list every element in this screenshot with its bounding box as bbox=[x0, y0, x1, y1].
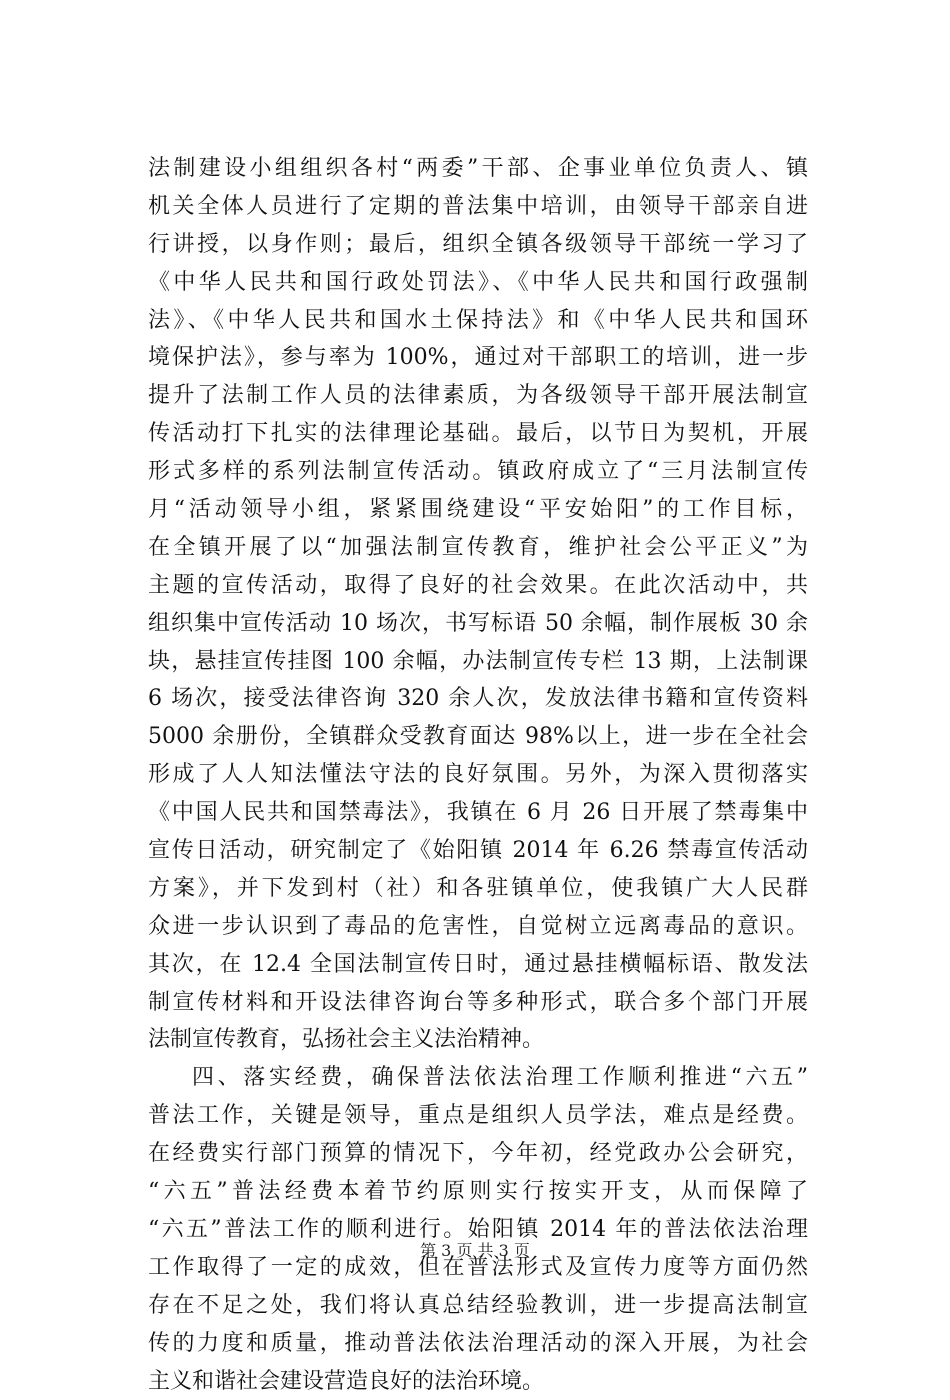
text-line: 形式多样的系列法制宣传活动。镇政府成立了“三月法制宣传 bbox=[148, 453, 808, 491]
text-line: 主题的宣传活动，取得了良好的社会效果。在此次活动中，共 bbox=[148, 567, 808, 605]
text-line: 法》、《中华人民共和国水土保持法》和《中华人民共和国环 bbox=[148, 302, 808, 340]
text-line: 组织集中宣传活动 10 场次，书写标语 50 余幅，制作展板 30 余 bbox=[148, 605, 808, 643]
text-line: 形成了人人知法懂法守法的良好氛围。另外，为深入贯彻落实 bbox=[148, 756, 808, 794]
text-line: 其次，在 12.4 全国法制宣传日时，通过悬挂横幅标语、散发法 bbox=[148, 946, 808, 984]
text-line: “六五”普法工作的顺利进行。始阳镇 2014 年的普法依法治理 bbox=[148, 1211, 808, 1249]
text-line: 法制建设小组组织各村“两委”干部、企事业单位负责人、镇 bbox=[148, 150, 808, 188]
document-body bbox=[148, 150, 808, 1400]
text-line: 宣传日活动，研究制定了《始阳镇 2014 年 6.26 禁毒宣传活动 bbox=[148, 832, 808, 870]
page-number: 第 3 页 共 3 页 bbox=[420, 1241, 530, 1260]
text-line: 在经费实行部门预算的情况下，今年初，经党政办公会研究， bbox=[148, 1135, 808, 1173]
text-line: 众进一步认识到了毒品的危害性，自觉树立远离毒品的意识。 bbox=[148, 908, 808, 946]
text-line: 提升了法制工作人员的法律素质，为各级领导干部开展法制宣 bbox=[148, 377, 808, 415]
text-line: 行讲授，以身作则；最后，组织全镇各级领导干部统一学习了 bbox=[148, 226, 808, 264]
section-heading-line: 四、落实经费，确保普法依法治理工作顺利推进“六五” bbox=[148, 1059, 808, 1097]
text-line: 块，悬挂宣传挂图 100 余幅，办法制宣传专栏 13 期，上法制课 bbox=[148, 643, 808, 681]
text-line: 传活动打下扎实的法律理论基础。最后，以节日为契机，开展 bbox=[148, 415, 808, 453]
text-line: 在全镇开展了以“加强法制宣传教育，维护社会公平正义”为 bbox=[148, 529, 808, 567]
text-line: 方案》，并下发到村（社）和各驻镇单位，使我镇广大人民群 bbox=[148, 870, 808, 908]
text-line: 制宣传材料和开设法律咨询台等多种形式，联合多个部门开展 bbox=[148, 984, 808, 1022]
text-line: 普法工作，关键是领导，重点是组织人员学法，难点是经费。 bbox=[148, 1097, 808, 1135]
text-line: 《中国人民共和国禁毒法》，我镇在 6 月 26 日开展了禁毒集中 bbox=[148, 794, 808, 832]
text-line: 5000 余册份，全镇群众受教育面达 98%以上，进一步在全社会 bbox=[148, 718, 808, 756]
text-line: 存在不足之处，我们将认真总结经验教训，进一步提高法制宣 bbox=[148, 1287, 808, 1325]
text-line: 6 场次，接受法律咨询 320 余人次，发放法律书籍和宣传资料 bbox=[148, 680, 808, 718]
text-line: 工作取得了一定的成效，但在普法形式及宣传力度等方面仍然 bbox=[148, 1249, 808, 1287]
page-footer bbox=[0, 1240, 950, 1262]
text-line: 《中华人民共和国行政处罚法》、《中华人民共和国行政强制 bbox=[148, 264, 808, 302]
paragraph-end-line: 法制宣传教育，弘扬社会主义法治精神。 bbox=[148, 1021, 808, 1059]
text-line: 境保护法》，参与率为 100%，通过对干部职工的培训，进一步 bbox=[148, 339, 808, 377]
paragraph-end-line: 主义和谐社会建设营造良好的法治环境。 bbox=[148, 1363, 808, 1400]
text-line: 传的力度和质量，推动普法依法治理活动的深入开展，为社会 bbox=[148, 1325, 808, 1363]
text-line: 月“活动领导小组，紧紧围绕建设“平安始阳”的工作目标， bbox=[148, 491, 808, 529]
text-line: 机关全体人员进行了定期的普法集中培训，由领导干部亲自进 bbox=[148, 188, 808, 226]
text-line: “六五”普法经费本着节约原则实行按实开支，从而保障了 bbox=[148, 1173, 808, 1211]
